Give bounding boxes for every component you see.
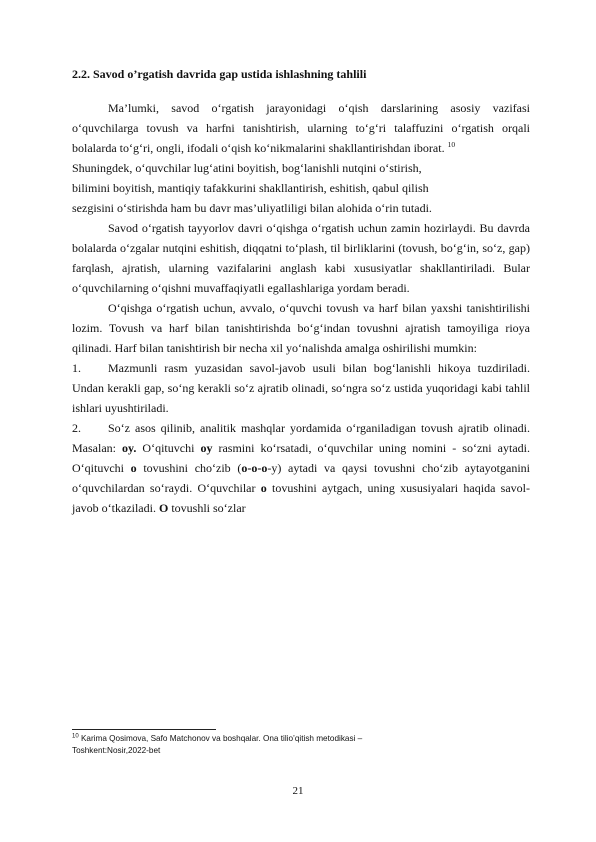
footnote-number: 10 [72, 733, 79, 740]
footnote-reference: 10 [447, 140, 456, 149]
paragraph-1-text: Ma’lumki, savod o‘rgatish jarayonidagi o‘qish darslarining asosiy vazifasi o‘quvchilarga tovush va harfni tanishtirish, ularning to‘g‘ri talaffuzini o‘rgatish orqali bolalarda to‘g‘ri, ongli, ifodali o‘qish ko‘nikmalarini shakllantirishdan iborat. [72, 101, 530, 155]
bold-term: o [260, 481, 267, 495]
list-item-text: -y) aytadi va qaysi tovushni cho‘zib aytayotganini o‘quvchilardan so‘raydi. O‘quvchilar [72, 461, 530, 495]
list-item-text: O‘qituvchi [136, 441, 201, 455]
body-text [72, 98, 530, 518]
footnote-text: Karima Qosimova, Safo Matchonov va boshqalar. Ona tilio’qitish metodikasi – [78, 734, 363, 743]
paragraph-3: Savod o‘rgatish tayyorlov davri o‘qishga o‘rgatish uchun zamin hozirlaydi. Bu davrda bolalarda o‘zgalar nutqini eshitish, diqqatni to‘plash, til birliklarini (tovush, bo‘g‘in, so‘z, gap) farqlash, ajratish, ularning vazifalarini anglash kabi xususiyatlar shakllantiriladi. Bular o‘quvchilarning o‘qishni muvaffaqiyatli egallashlariga yordam beradi. [72, 221, 530, 295]
footnote [72, 733, 492, 757]
list-item-2 [72, 418, 530, 518]
list-item-text: tovushli so‘zlar [168, 501, 246, 515]
list-item-text: So‘z asos qilinib, analitik mashqlar yordamida o‘rganiladigan tovush ajratib olinadi. Masalan: [72, 421, 530, 455]
list-item-text: Mazmunli rasm yuzasidan savol-javob usuli bilan bog‘lanishli hikoya tuzdiriladi. Undan kerakli gap, so‘ng kerakli so‘z ajratib olinadi, so‘ngra so‘z ustida yuqoridagi kabi tahlil ishlari uyushtiriladi. [72, 361, 530, 415]
bold-term: oy. [122, 441, 137, 455]
list-item-1 [72, 358, 530, 418]
list-item-text: tovushini aytgach, uning xususiyalari haqida savol-javob o‘tkaziladi. [72, 481, 530, 515]
bold-term: O [158, 501, 169, 515]
paragraph-2 [72, 158, 530, 218]
list-item-text: tovushini cho‘zib ( [136, 461, 242, 475]
paragraph-2-line: bilimini boyitish, mantiqiy tafakkurini shakllantirish, eshitish, qabul qilish [72, 181, 429, 195]
bold-term: oy [200, 441, 213, 455]
footnote-text: Toshkent:Nosir,2022-bet [72, 746, 161, 755]
bold-term: o [130, 461, 137, 475]
list-item-text: rasmini ko‘rsatadi, o‘quvchilar uning nomini - so‘zni aytadi. O‘qituvchi [72, 441, 530, 475]
list-number: 2. [72, 421, 81, 435]
page-number: 21 [292, 785, 304, 797]
list-number: 1. [72, 361, 81, 375]
paragraph-2-line: sezgisini o‘stirishda ham bu davr mas’uliyatliligi bilan alohida o‘rin tutadi. [72, 201, 432, 215]
footnote-separator [72, 729, 216, 730]
paragraph-2-line: Shuningdek, o‘quvchilar lug‘atini boyitish, bog‘lanishli nutqini o‘stirish, [72, 161, 422, 175]
paragraph-4: O‘qishga o‘rgatish uchun, avvalo, o‘quvchi tovush va harf bilan yaxshi tanishtirilishi lozim. Tovush va harf bilan tanishtirishda bo‘g‘indan tovushni ajratish tamoyiliga rioya qilinadi. Harf bilan tanishtirish bir necha xil yo‘nalishda amalga oshirilishi mumkin: [72, 301, 530, 355]
section-heading: 2.2. Savod o’rgatish davrida gap ustida ishlashning tahlili [72, 67, 367, 81]
paragraph-1 [72, 98, 530, 158]
bold-term: o-o-o [241, 461, 268, 475]
